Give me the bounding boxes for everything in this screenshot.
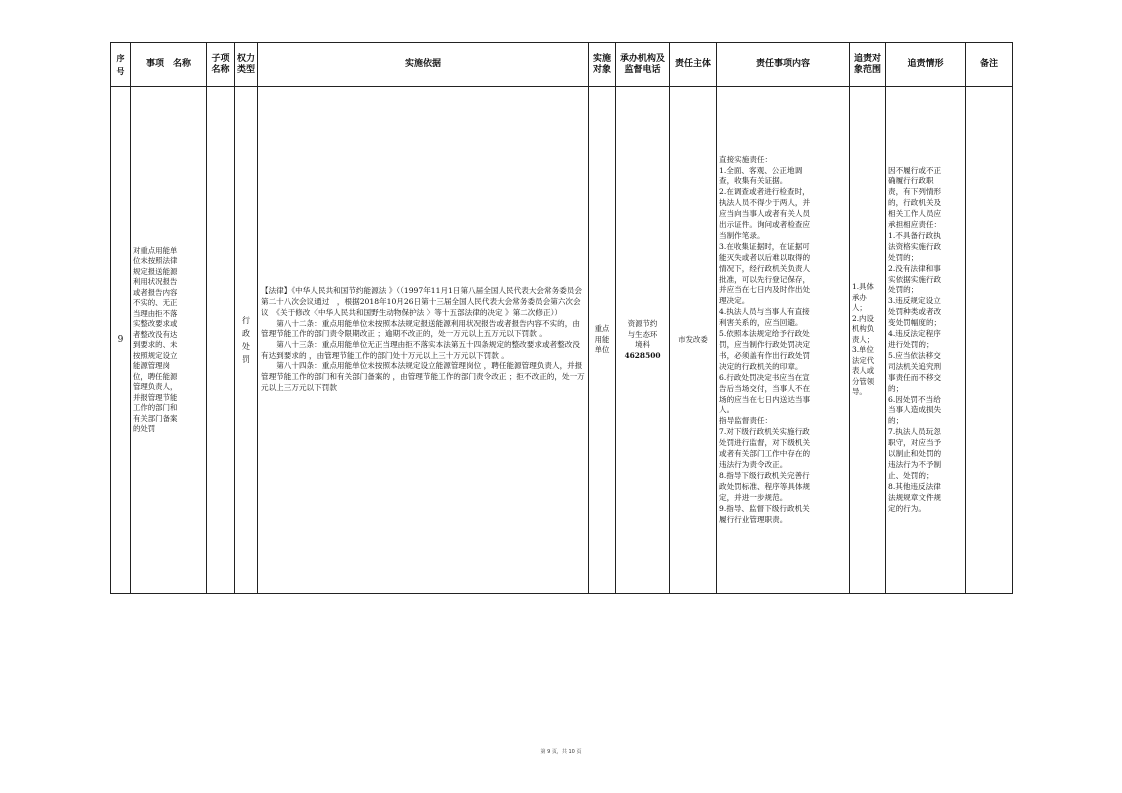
item-name-line: 位未按照法律 [133,256,178,265]
responsibility-line: 情况下，经行政机关负责人 [719,263,811,273]
scope-text [852,282,883,398]
responsibility-line: 书，必须盖有作出行政处罚 [719,350,811,360]
accountability-line: 止、处罚的； [888,470,934,480]
responsibility-line: 违法行为责令改正。 [719,459,788,469]
accountability-line: 的，行政机关及 [888,198,942,208]
header-item-name: 事项 名称 [131,43,207,87]
item-name-line: 规定报送能源 [133,266,178,276]
accountability-line: 6.因处罚不当给 [888,394,941,404]
page-footer: 第 9 页，共 10 页 [540,749,582,755]
agency-line: 境科 [635,340,650,349]
responsibility-line: 履行行业管理职责。 [719,514,788,524]
accountability-line: 职守，对应当予 [888,438,942,448]
responsibility-line: 6.行政处罚决定书应当在宣 [719,372,810,382]
accountability-line: 法资格实施行政 [888,241,942,251]
item-name-text [133,246,204,435]
target-line: 重点 [594,324,610,334]
scope-line: 3.单位 [852,345,874,355]
power-type-text: 行政处罚 [242,316,250,364]
accountability-line: 处罚的； [888,252,919,262]
header-basis: 实施依据 [258,43,589,87]
responsibility-line: 政处罚标准、程序等具体规 [719,481,811,491]
header-agency: 承办机构及监督电话 [616,43,670,87]
cell-subject: 市发改委 [670,87,717,594]
accountability-line: 当事人造成损失 [888,405,942,415]
responsibility-line: 场的应当在七日内送达当事 [719,394,811,404]
item-name-line: 对重点用能单 [133,245,178,255]
agency-text [618,319,667,361]
target-line: 用能 [594,334,610,344]
scope-line: 责人； [852,334,875,344]
responsibility-line: 出示证件。询问或者检查应 [719,220,811,230]
responsibility-line: 3.在收集证据时，在证据可 [719,241,810,251]
responsibility-line: 能灭失或者以后难以取得的 [719,252,811,262]
accountability-line: 变处罚幅度的； [888,318,942,328]
cell-item-name [131,87,207,594]
cell-sub-name [207,87,235,594]
cell-power-type [235,87,258,594]
target-line: 单位 [594,345,610,355]
agency-line: 资源节约 [627,319,658,328]
responsibility-line: 9.指导、监督下级行政机关 [719,503,810,513]
cell-remarks [966,87,1013,594]
accountability-line: 承担相应责任： [888,220,942,230]
responsibility-line: 决定的行政机关的印章。 [719,361,803,371]
responsibility-line: 并应当在七日内及时作出处 [719,285,811,295]
item-name-line: 工作的部门和 [133,403,178,412]
responsibility-line: 人。 [719,405,735,415]
item-name-line: 管理负责人， [133,382,178,391]
accountability-line: 相关工作人员应 [888,209,942,219]
accountability-line: 因不履行或不正 [888,165,942,175]
responsibility-line: 查，收集有关证据。 [719,176,788,186]
accountability-line: 7.执法人员玩忽 [888,427,941,437]
header-responsibility: 责任事项内容 [717,43,850,87]
scope-line: 人； [852,303,867,313]
accountability-line: 实依据实施行政 [888,274,942,284]
item-name-line: 或者报告内容 [133,287,178,297]
responsibility-line: 8.指导下级行政机关完善行 [719,470,810,480]
cell-responsibility [717,87,850,594]
responsibility-line: 1.全面、客观、公正地调 [719,165,803,175]
scope-line: 1.具体 [852,282,874,292]
scope-line: 法定代 [852,355,875,365]
responsibility-line: 利害关系的，应当回避。 [719,318,803,328]
item-name-line: 有关部门备案 [133,413,178,423]
item-name-line: 能源管理岗 [133,361,170,370]
header-remarks: 备注 [966,43,1013,87]
item-name-line: 并报管理节能 [133,392,178,402]
header-scope: 追责对象范围 [850,43,886,87]
item-name-line: 到要求的、未 [133,340,178,349]
header-sub-name: 子项名称 [207,43,235,87]
cell-scope [850,87,886,594]
accountability-line: 5.应当依法移交 [888,350,941,360]
accountability-line: 违法行为不予制 [888,459,942,469]
responsibility-line: 4.执法人员与当事人有直接 [719,307,810,317]
power-list-table [110,42,1013,594]
basis-paragraph: 第八十四条：重点用能单位未按照本法规定设立能源管理岗位 ，聘任能源管理负责人，并报管理节能工作的部门和有关部门备案的 ，由管理节能工作的部门责令改正 ；拒不改正的，处一万元以上三万元以下罚款 [261,361,585,392]
responsibility-line: 处罚进行监督，对下级机关 [719,438,811,448]
accountability-line: 法规规章文件规 [888,492,942,502]
accountability-line: 1.不具备行政执 [888,230,941,240]
accountability-line: 处罚种类或者改 [888,307,942,317]
item-name-line: 当理由拒不落 [133,308,178,318]
accountability-line: 处罚的； [888,285,919,295]
accountability-line: 确履行行政职 [888,176,934,186]
accountability-line: 4.违反法定程序 [888,329,941,339]
header-target: 实施对象 [589,43,616,87]
item-name-line: 的处罚 [133,424,156,433]
header-row [111,43,1013,87]
table-row [111,87,1013,594]
responsibility-line: 告后当场交付，当事人不在 [719,383,811,393]
accountability-line: 司法机关追究刑 [888,361,942,371]
cell-agency [616,87,670,594]
accountability-line: 以制止和处罚的 [888,449,942,459]
responsibility-line: 2.在调查或者进行检查时， [719,187,810,197]
agency-line: 4628500 [624,350,661,360]
responsibility-line: 罚，应当制作行政处罚决定 [719,340,811,349]
accountability-line: 的； [888,383,904,393]
scope-line: 分管领 [852,376,875,386]
responsibility-line: 7.对下级行政机关实施行政 [719,427,810,437]
accountability-text [888,166,963,515]
agency-line: 与生态环 [627,329,658,339]
cell-seq: 9 [111,87,131,594]
header-seq: 序号 [111,43,131,87]
scope-line: 承办 [852,292,867,302]
accountability-line: 8.其他违反法律 [888,481,941,491]
header-accountability: 追责情形 [886,43,966,87]
item-name-line: 不实的、无正 [133,298,178,307]
responsibility-line: 指导监督责任： [719,416,773,426]
basis-paragraph: 第八十三条：重点用能单位无正当理由拒不落实本法第五十四条规定的整改要求或者整改没有达到要求的 ，由管理节能工作的部门处十万元以上三十万元以下罚款 。 [261,340,580,360]
item-name-line: 位，聘任能源 [133,371,178,381]
responsibility-text [719,155,847,526]
accountability-line: 责，有下列情形 [888,187,942,197]
responsibility-line: 批准，可以先行登记保存， [719,274,811,284]
accountability-line: 2.没有法律和事 [888,263,941,273]
cell-target [589,87,616,594]
responsibility-line: 直接实施责任： [719,154,773,164]
responsibility-line: 5.依照本法规定给予行政处 [719,329,810,339]
scope-line: 表人或 [852,366,875,376]
responsibility-line: 执法人员不得少于两人，并 [719,198,811,208]
responsibility-line: 或者有关部门工作中存在的 [719,449,811,459]
accountability-line: 定的行为。 [888,503,926,513]
scope-line: 导。 [852,387,867,397]
item-name-line: 者整改没有达 [133,329,178,339]
item-name-line: 利用状况报告 [133,277,178,286]
accountability-line: 事责任而不移交 [888,372,942,382]
basis-text [261,286,585,393]
accountability-line: 3.违反规定设立 [888,296,941,306]
target-text [591,324,613,356]
header-subject: 责任主体 [670,43,717,87]
cell-accountability [886,87,966,594]
item-name-line: 实整改要求或 [133,319,178,328]
responsibility-line: 定，并进一步规范。 [719,492,788,502]
item-name-line: 按照规定设立 [133,350,178,360]
accountability-line: 的； [888,416,904,426]
cell-basis [258,87,589,594]
responsibility-line: 理决定。 [719,296,750,306]
responsibility-line: 当制作笔录。 [719,230,765,240]
accountability-line: 进行处罚的； [888,340,934,349]
basis-paragraph: 第八十二条：重点用能单位未按照本法规定报送能源利用状况报告或者报告内容不实的，由管理节能工作的部门责令限期改正 ；逾期不改正的，处一万元以上五万元以下罚款 。 [261,318,580,339]
scope-line: 2.内设 [852,313,874,323]
basis-paragraph: 【法律】《中华人民共和国节约能源法 》（（1997年11月1日第八届全国人民代表大会常务委员会第二十八次会议通过 ，根据2018年10月26日第十三届全国人民代表大会常务委员会第六次会议 《关于修改〈中华人民共和国野生动物保护法 〉等十五部法律的决定 》第二次修正）） [261,286,582,317]
scope-line: 机构负 [852,324,875,334]
responsibility-line: 应当向当事人或者有关人员 [719,209,811,219]
header-power-type: 权力类型 [235,43,258,87]
